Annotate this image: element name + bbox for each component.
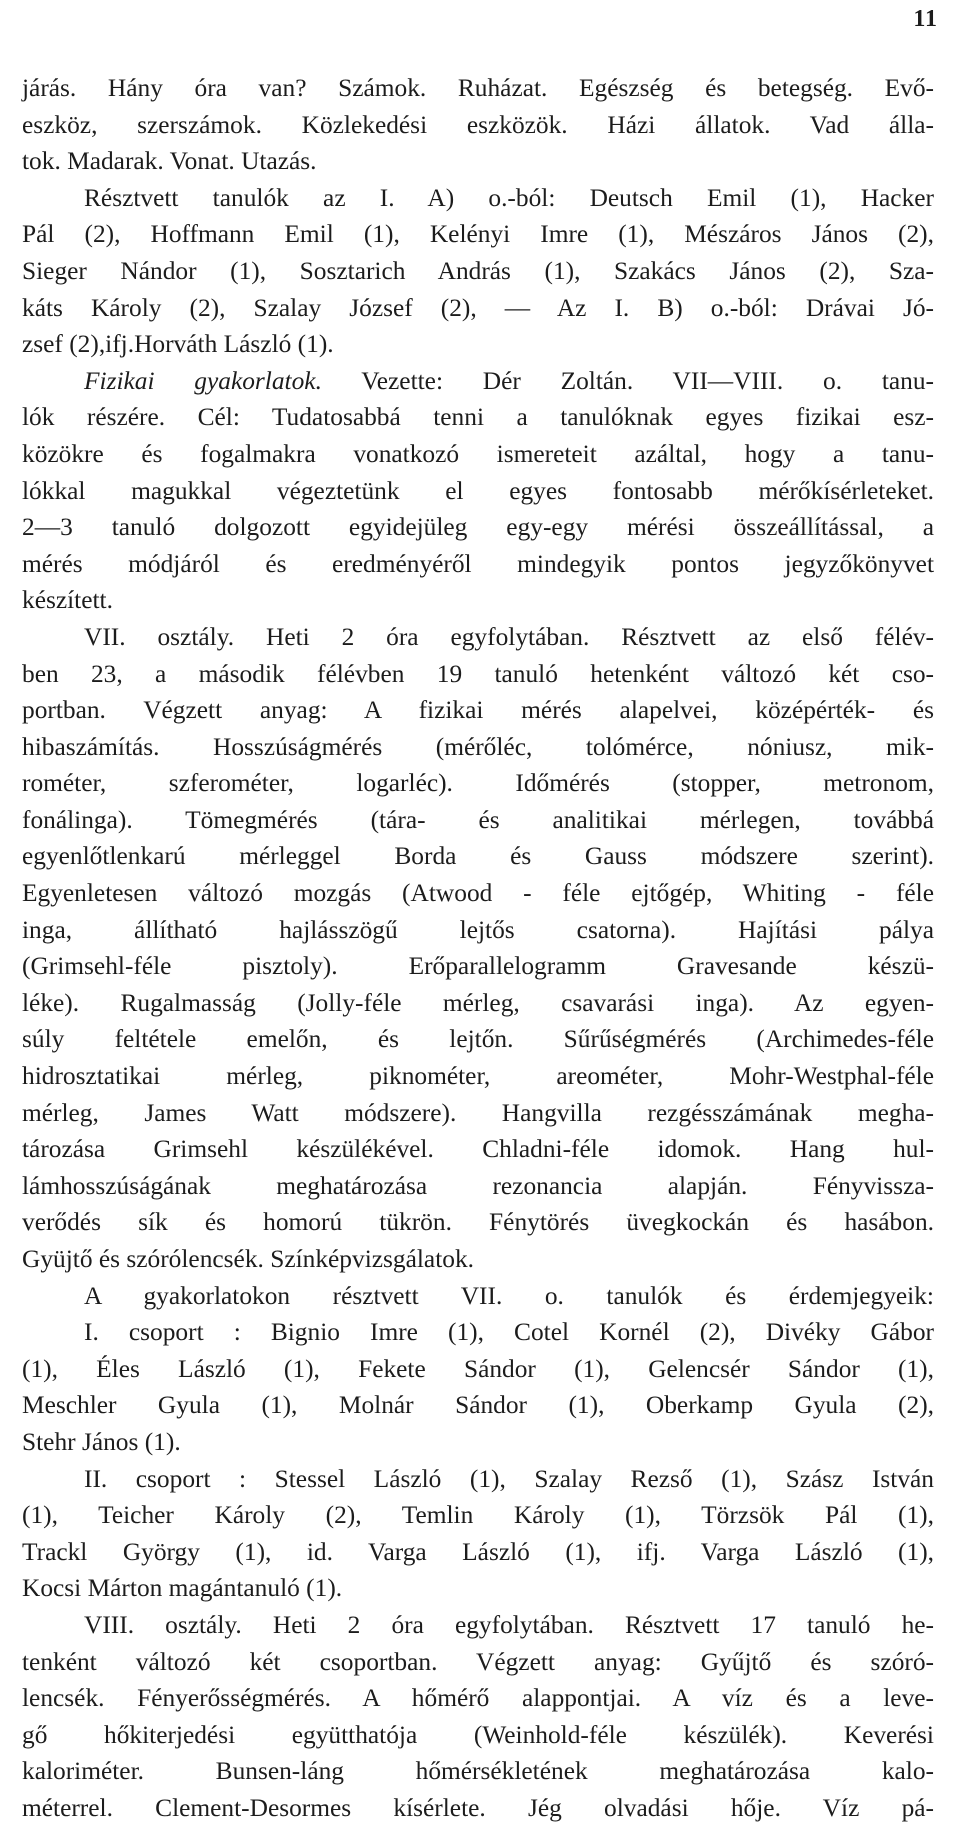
text-line: [22, 875, 934, 912]
text-line: [22, 1644, 934, 1681]
text-line-content: verődés sík és homorú tükrön. Fénytörés üvegkockán és hasábon.: [22, 1208, 934, 1237]
text-line-content: Egyenletesen változó mozgás (Atwood - féle ejtőgép, Whiting - féle: [22, 879, 934, 908]
body-text: [22, 70, 934, 1827]
text-line: [22, 948, 934, 985]
text-line-content: lók részére. Cél: Tudatosabbá tenni a tanulóknak egyes fizikai esz-: [22, 403, 934, 432]
text-line: [22, 1461, 934, 1498]
text-line: [22, 1387, 934, 1424]
text-line-content: Gyüjtő és szórólencsék. Színképvizsgálatok.: [22, 1245, 474, 1273]
section-heading-italic: Fizikai gyakorlatok.: [84, 366, 322, 395]
text-line-content: lencsék. Fényerősségmérés. A hőmérő alappontjai. A víz és a leve-: [22, 1684, 934, 1713]
text-line: [22, 582, 934, 619]
text-line-content: (Grimsehl-féle pisztoly). Erőparallelogramm Gravesande készü-: [22, 952, 934, 981]
text-line-content: A gyakorlatokon résztvett VII. o. tanulók és érdemjegyeik:: [84, 1281, 934, 1310]
text-line-content: VII. osztály. Heti 2 óra egyfolytában. Résztvett az első félév-: [84, 622, 934, 651]
text-line: [22, 1790, 934, 1827]
text-line-content: káts Károly (2), Szalay József (2), — Az I. B) o.-ból: Drávai Jó-: [22, 293, 934, 322]
text-line: [22, 1058, 934, 1095]
text-line-content: méterrel. Clement-Desormes kísérlete. Jég olvadási hője. Víz pá-: [22, 1793, 934, 1822]
text-line-content: mérleg, James Watt módszere). Hangvilla rezgésszámának megha-: [22, 1098, 934, 1127]
text-line-content: Trackl György (1), id. Varga László (1), ifj. Varga László (1),: [22, 1537, 934, 1566]
text-line: [22, 619, 934, 656]
text-line: [22, 1534, 934, 1571]
text-line: [22, 802, 934, 839]
text-line-content: súly feltétele emelőn, és lejtőn. Sűrűségmérés (Archimedes-féle: [22, 1025, 934, 1054]
text-line: [22, 985, 934, 1022]
text-line: [22, 290, 934, 327]
text-line: [22, 1424, 934, 1461]
text-line: [22, 1131, 934, 1168]
text-line-content: járás. Hány óra van? Számok. Ruházat. Egészség és betegség. Evő-: [22, 74, 934, 102]
text-line-content: készített.: [22, 586, 113, 615]
text-line: [22, 107, 934, 144]
text-line-content: inga, állítható hajlásszögű lejtős csatorna). Hajítási pálya: [22, 915, 934, 944]
page-number: 11: [913, 6, 938, 32]
text-line-content: (1), Éles László (1), Fekete Sándor (1), Gelencsér Sándor (1),: [22, 1354, 934, 1383]
text-line-content: (1), Teicher Károly (2), Temlin Károly (1), Törzsök Pál (1),: [22, 1501, 934, 1530]
text-line-content: zsef (2),ifj.Horváth László (1).: [22, 330, 334, 359]
text-line-content: Sieger Nándor (1), Sosztarich András (1), Szakács János (2), Sza-: [22, 256, 934, 285]
text-line-content: mérés módjáról és eredményéről mindegyik pontos jegyzőkönyvet: [22, 549, 934, 578]
text-line-content: portban. Végzett anyag: A fizikai mérés alapelvei, középérték- és: [22, 696, 934, 725]
text-line: [22, 1204, 934, 1241]
text-line: [22, 253, 934, 290]
text-line-content: Pál (2), Hoffmann Emil (1), Kelényi Imre (1), Mészáros János (2),: [22, 220, 934, 249]
text-line: [22, 1717, 934, 1754]
text-line-content: Kocsi Márton magántanuló (1).: [22, 1574, 343, 1603]
text-line: [22, 143, 934, 180]
text-line: [22, 180, 934, 217]
text-line-content: léke). Rugalmasság (Jolly-féle mérleg, csavarási inga). Az egyen-: [22, 988, 934, 1017]
text-line: [22, 399, 934, 436]
text-line: [22, 1570, 934, 1607]
text-line: [22, 838, 934, 875]
text-line-content: lámhosszúságának meghatározása rezonancia alapján. Fényvissza-: [22, 1171, 934, 1200]
text-line-content: II. csoport : Stessel László (1), Szalay Rezső (1), Szász István: [84, 1464, 934, 1493]
text-line-content: Résztvett tanulók az I. A) o.-ból: Deutsch Emil (1), Hacker: [84, 183, 934, 212]
text-line: [22, 1278, 934, 1315]
text-line-content: egyenlőtlenkarú mérleggel Borda és Gauss módszere szerint).: [22, 842, 934, 871]
text-line-content: 2—3 tanuló dolgozott egyidejüleg egy-egy mérési összeállítással, a: [22, 513, 934, 542]
text-line-content: eszköz, szerszámok. Közlekedési eszközök. Házi állatok. Vad álla-: [22, 110, 934, 139]
text-line-content: hibaszámítás. Hosszúságmérés (mérőléc, tolómérce, nóniusz, mik-: [22, 732, 934, 761]
text-line-content: közökre és fogalmakra vonatkozó ismereteit azáltal, hogy a tanu-: [22, 439, 934, 468]
text-line: [22, 1680, 934, 1717]
text-line-content: tározása Grimsehl készülékével. Chladni-féle idomok. Hang hul-: [22, 1135, 934, 1164]
text-line: [22, 363, 934, 400]
text-line-content: rométer, szferométer, logarléc). Időmérés (stopper, metronom,: [22, 769, 934, 798]
text-line: [22, 1753, 934, 1790]
text-line: [22, 1607, 934, 1644]
text-line: [22, 912, 934, 949]
text-line-content: Stehr János (1).: [22, 1427, 181, 1456]
text-line-content: Vezette: Dér Zoltán. VII—VIII. o. tanu-: [321, 366, 934, 395]
text-line: [22, 1497, 934, 1534]
text-line: [22, 765, 934, 802]
text-line-content: ben 23, a második félévben 19 tanuló hetenként változó két cso-: [22, 659, 934, 688]
text-line: [22, 1095, 934, 1132]
text-line: [22, 656, 934, 693]
text-line: [22, 1314, 934, 1351]
text-line: [22, 1351, 934, 1388]
text-line: [22, 729, 934, 766]
text-line: [22, 70, 934, 107]
text-line-content: fonálinga). Tömegmérés (tára- és analitikai mérlegen, továbbá: [22, 805, 934, 834]
text-line: [22, 692, 934, 729]
text-line: [22, 509, 934, 546]
text-line-content: tok. Madarak. Vonat. Utazás.: [22, 147, 317, 176]
text-line-content: VIII. osztály. Heti 2 óra egyfolytában. Résztvett 17 tanuló he-: [84, 1610, 934, 1639]
text-line: [22, 473, 934, 510]
text-line: [22, 1021, 934, 1058]
text-line: [22, 436, 934, 473]
text-line-content: kaloriméter. Bunsen-láng hőmérsékletének meghatározása kalo-: [22, 1757, 934, 1786]
text-line: [22, 1241, 934, 1278]
text-line-content: I. csoport : Bignio Imre (1), Cotel Kornél (2), Divéky Gábor: [84, 1318, 934, 1347]
text-line-content: Meschler Gyula (1), Molnár Sándor (1), Oberkamp Gyula (2),: [22, 1391, 934, 1420]
text-line-content: hidrosztatikai mérleg, piknométer, areométer, Mohr-Westphal-féle: [22, 1062, 934, 1091]
text-line: [22, 1168, 934, 1205]
text-line-content: gő hőkiterjedési együtthatója (Weinhold-féle készülék). Keverési: [22, 1720, 934, 1749]
text-line: [22, 546, 934, 583]
text-line: [22, 326, 934, 363]
text-line-content: lókkal magukkal végeztetünk el egyes fontosabb mérőkísérleteket.: [22, 476, 934, 505]
text-line-content: tenként változó két csoportban. Végzett anyag: Gyűjtő és szóró-: [22, 1647, 934, 1676]
text-line: [22, 216, 934, 253]
